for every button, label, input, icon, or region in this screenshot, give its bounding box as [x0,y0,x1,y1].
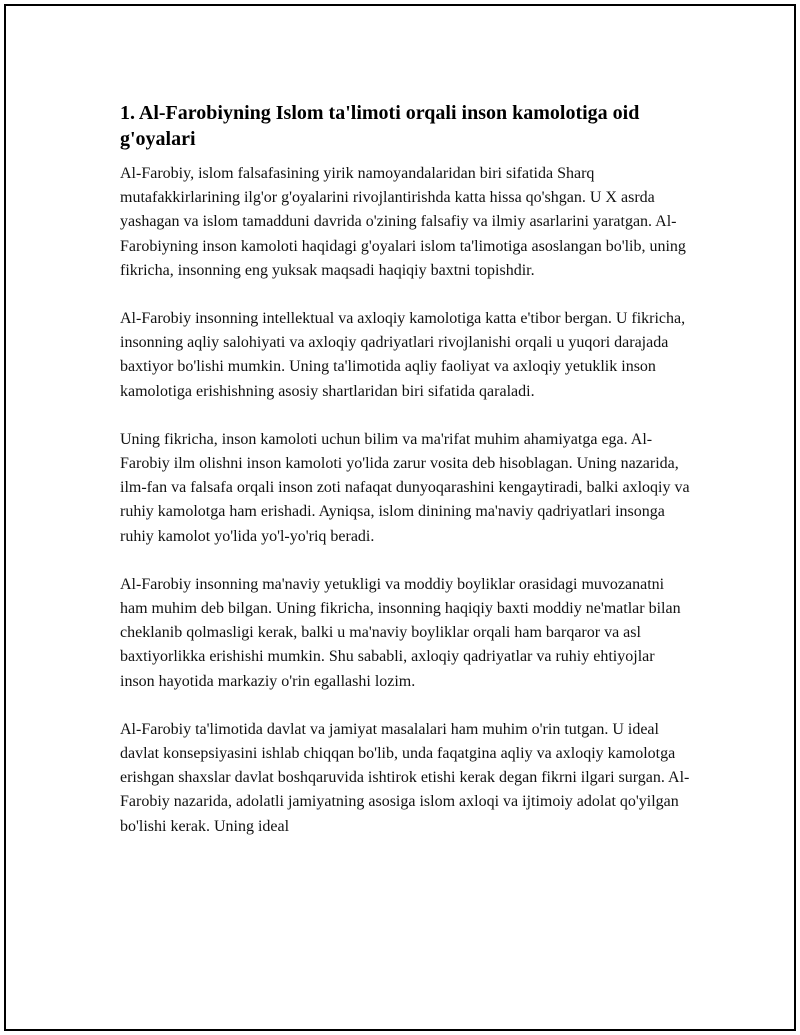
section-heading: 1. Al-Farobiyning Islom ta'limoti orqali inson kamolotiga oid g'oyalari [120,102,640,150]
paragraph-1: Al-Farobiy, islom falsafasining yirik namoyandalaridan biri sifatida Sharq mutafakkirlarining ilg'or g'oyalarini rivojlantirishda katta hissa qo'shgan. U X asrda yashagan va islom tamadduni davrida o'zining falsafiy va ilmiy asarlarini yaratgan. Al-Farobiyning inson kamoloti haqidagi g'oyalari islom ta'limotiga asoslangan bo'lib, uning fikricha, insonning eng yuksak maqsadi haqiqiy baxtni topishdir. [120,165,686,279]
paragraph-2: Al-Farobiy insonning intellektual va axloqiy kamolotiga katta e'tibor bergan. U fikricha, insonning aqliy salohiyati va axloqiy qadriyatlari rivojlanishi orqali u yuqori darajada baxtiyor bo'lishi mumkin. Uning ta'limotida aqliy faoliyat va axloqiy yetuklik inson kamolotiga erishishning asosiy shartlaridan biri sifatida qaraladi. [120,310,686,400]
paragraph-4: Al-Farobiy insonning ma'naviy yetukligi va moddiy boyliklar orasidagi muvozanatni ham muhim deb bilgan. Uning fikricha, insonning haqiqiy baxti moddiy ne'matlar bilan cheklanib qolmasligi kerak, balki u ma'naviy boyliklar orqali ham barqaror va asl baxtiyorlikka erishishi mumkin. Shu sababli, axloqiy qadriyatlar va ruhiy ehtiyojlar inson hayotida markaziy o'rin egallashi lozim. [120,575,681,690]
paragraph-3: Uning fikricha, inson kamoloti uchun bilim va ma'rifat muhim ahamiyatga ega. Al-Farobiy ilm olishni inson kamoloti yo'lida zarur vosita deb hisoblagan. Uning nazarida, ilm-fan va falsafa orqali inson zoti nafaqat dunyoqarashini kengaytiradi, balki axloqiy va ruhiy kamolotga ham erishadi. Ayniqsa, islom dinining ma'naviy qadriyatlari insonga ruhiy kamolot yo'lida yo'l-yo'riq beradi. [120,430,690,545]
paragraph-5: Al-Farobiy ta'limotida davlat va jamiyat masalalari ham muhim o'rin tutgan. U ideal davlat konsepsiyasini ishlab chiqqan bo'lib, unda faqatgina aqliy va axloqiy kamolotga erishgan shaxslar davlat boshqaruvida ishtirok etishi kerak degan fikrni ilgari surgan. Al-Farobiy nazarida, adolatli jamiyatning asosiga islom axloqi va ijtimoiy adolat qo'yilgan bo'lishi kerak. Uning ideal [120,720,690,835]
document-body [120,100,692,863]
document-page [4,4,796,1031]
